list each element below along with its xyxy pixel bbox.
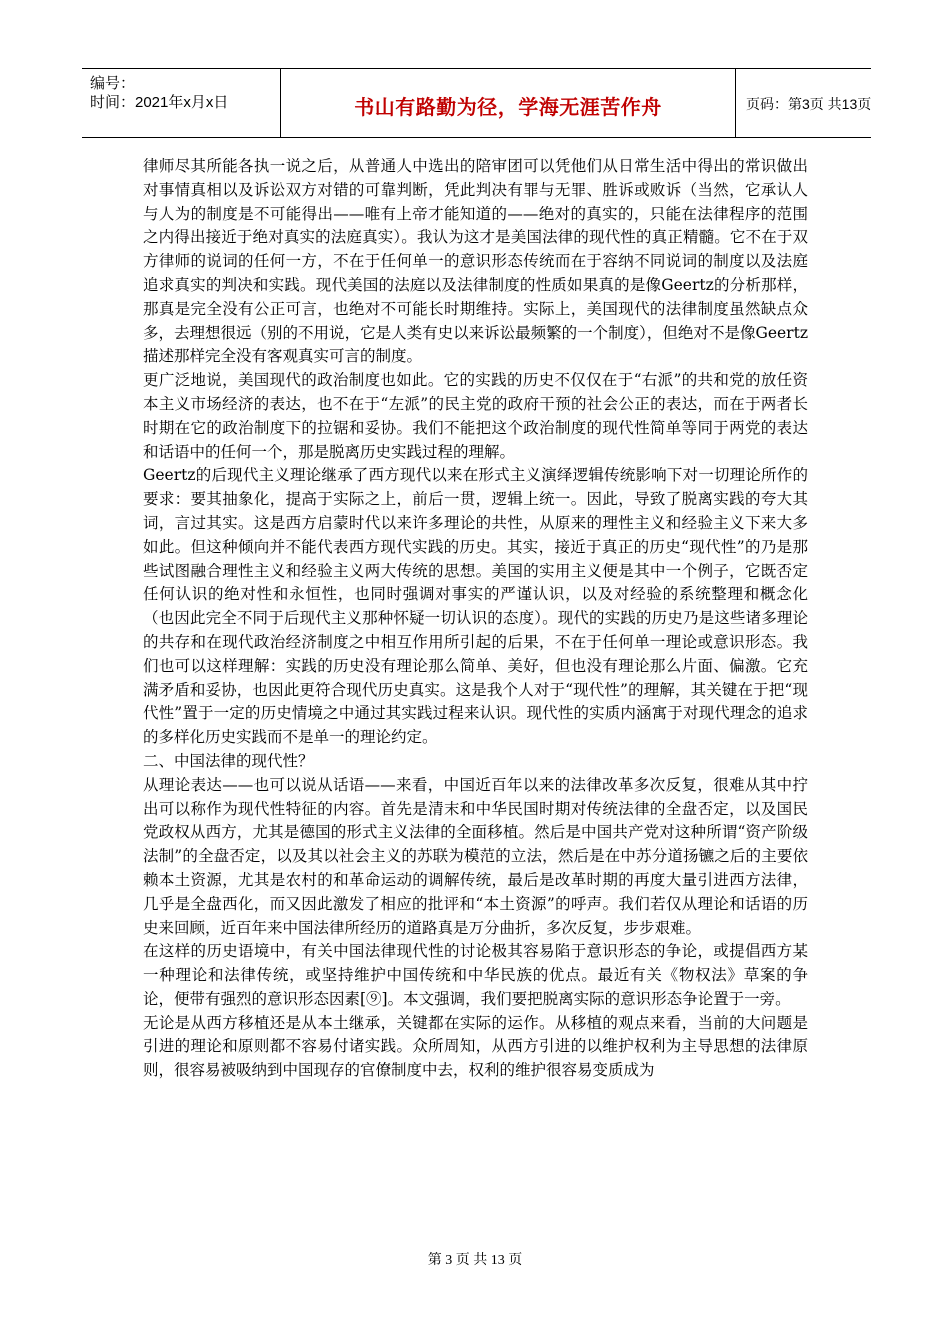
header-page-cell bbox=[736, 69, 871, 137]
paragraph: 在这样的历史语境中，有关中国法律现代性的讨论极其容易陷于意识形态的争论，或提倡西方某一种理论和法律传统，或坚持维护中国传统和中华民族的优点。最近有关《物权法》草案的争论，便带有强烈的意识形态因素[⑨]。本文强调，我们要把脱离实际的意识形态争论置于一旁。 bbox=[143, 942, 808, 1008]
paragraph: 律师尽其所能各执一说之后，从普通人中选出的陪审团可以凭他们从日常生活中得出的常识做出对事情真相以及诉讼双方对错的可靠判断，凭此判决有罪与无罪、胜诉或败诉（当然，它承认人与人为的制度是不可能得出——唯有上帝才能知道的——绝对的真实的，只能在法律程序的范围之内得出接近于绝对真实的法庭真实）。我认为这才是美国法律的现代性的真正精髓。它不在于双方律师的说词的任何一方，不在于任何单一的意识形态传统而在于容纳不同说词的制度以及法庭追求真实的判决和实践。现代美国的法庭以及法律制度的性质如果真的是像Geertz的分析那样，那真是完全没有公正可言，也绝对不可能长时期维持。实际上，美国现代的法律制度虽然缺点众多，去理想很远（别的不用说，它是人类有史以来诉讼最频繁的一个制度），但绝对不是像Geertz描述那样完全没有客观真实可言的制度。 bbox=[143, 157, 808, 366]
document-body bbox=[143, 155, 808, 1083]
header-meta-cell bbox=[82, 69, 281, 137]
paragraph: 从理论表达——也可以说从话语——来看，中国近百年以来的法律改革多次反复，很难从其中拧出可以称作为现代性特征的内容。首先是清末和中华民国时期对传统法律的全盘否定，以及国民党政权从西方，尤其是德国的形式主义法律的全面移植。然后是中国共产党对这种所谓“资产阶级法制”的全盘否定，以及其以社会主义的苏联为模范的立法，然后是在中苏分道扬镳之后的主要依赖本土资源，尤其是农村的和革命运动的调解传统，最后是改革时期的再度大量引进西方法律，几乎是全盘西化，而又因此激发了相应的批评和“本土资源”的呼声。我们若仅从理论和话语的历史来回顾，近百年来中国法律所经历的道路真是万分曲折，多次反复，步步艰难。 bbox=[143, 775, 808, 937]
page-header bbox=[82, 68, 871, 138]
paragraph: 更广泛地说，美国现代的政治制度也如此。它的实践的历史不仅仅在于“右派”的共和党的放任资本主义市场经济的表达，也不在于“左派”的民主党的政府干预的社会公正的表达，而在于两者长时期在它的政治制度下的拉锯和妥协。我们不能把这个政治制度的现代性简单等同于两党的表达和话语中的任何一个，那是脱离历史实践过程的理解。 bbox=[143, 371, 808, 461]
header-motto: 书山有路勤为径，学海无涯苦作舟 bbox=[354, 97, 662, 119]
date-line: 时间：2021年x月x日 bbox=[90, 94, 229, 111]
section-heading: 二、中国法律的现代性？ bbox=[143, 751, 314, 770]
paragraph: 无论是从西方移植还是从本土继承，关键都在实际的运作。从移植的观点来看，当前的大问题是引进的理论和原则都不容易付诸实践。众所周知，从西方引进的以维护权利为主导思想的法律原则，很容易被吸纳到中国现存的官僚制度中去，权利的维护很容易变质成为 bbox=[143, 1013, 808, 1080]
header-motto-cell bbox=[281, 69, 736, 137]
serial-label: 编号： bbox=[90, 75, 136, 92]
page-footer: 第 3 页 共 13 页 bbox=[427, 1253, 523, 1268]
header-page-indicator: 页码：第3页 共13页 bbox=[746, 96, 872, 112]
paragraph: Geertz的后现代主义理论继承了西方现代以来在形式主义演绎逻辑传统影响下对一切理论所作的要求：要其抽象化，提高于实际之上，前后一贯，逻辑上统一。因此，导致了脱离实践的夸大其词，言过其实。这是西方启蒙时代以来许多理论的共性，从原来的理性主义和经验主义下来大多如此。但这种倾向并不能代表西方现代实践的历史。其实，接近于真正的历史“现代性”的乃是那些试图融合理性主义和经验主义两大传统的思想。美国的实用主义便是其中一个例子，它既否定任何认识的绝对性和永恒性，也同时强调对事实的严谨认识，以及对经验的系统整理和概念化（也因此完全不同于后现代主义那种怀疑一切认识的态度）。现代的实践的历史乃是这些诸多理论的共存和在现代政治经济制度之中相互作用所引起的后果，不在于任何单一理论或意识形态。我们也可以这样理解：实践的历史没有理论那么简单、美好，但也没有理论那么片面、偏激。它充满矛盾和妥协，也因此更符合现代历史真实。这是我个人对于“现代性”的理解，其关键在于把“现代性”置于一定的历史情境之中通过其实践过程来认识。现代性的实质内涵寓于对现代理念的追求的多样化历史实践而不是单一的理论约定。 bbox=[143, 466, 808, 747]
